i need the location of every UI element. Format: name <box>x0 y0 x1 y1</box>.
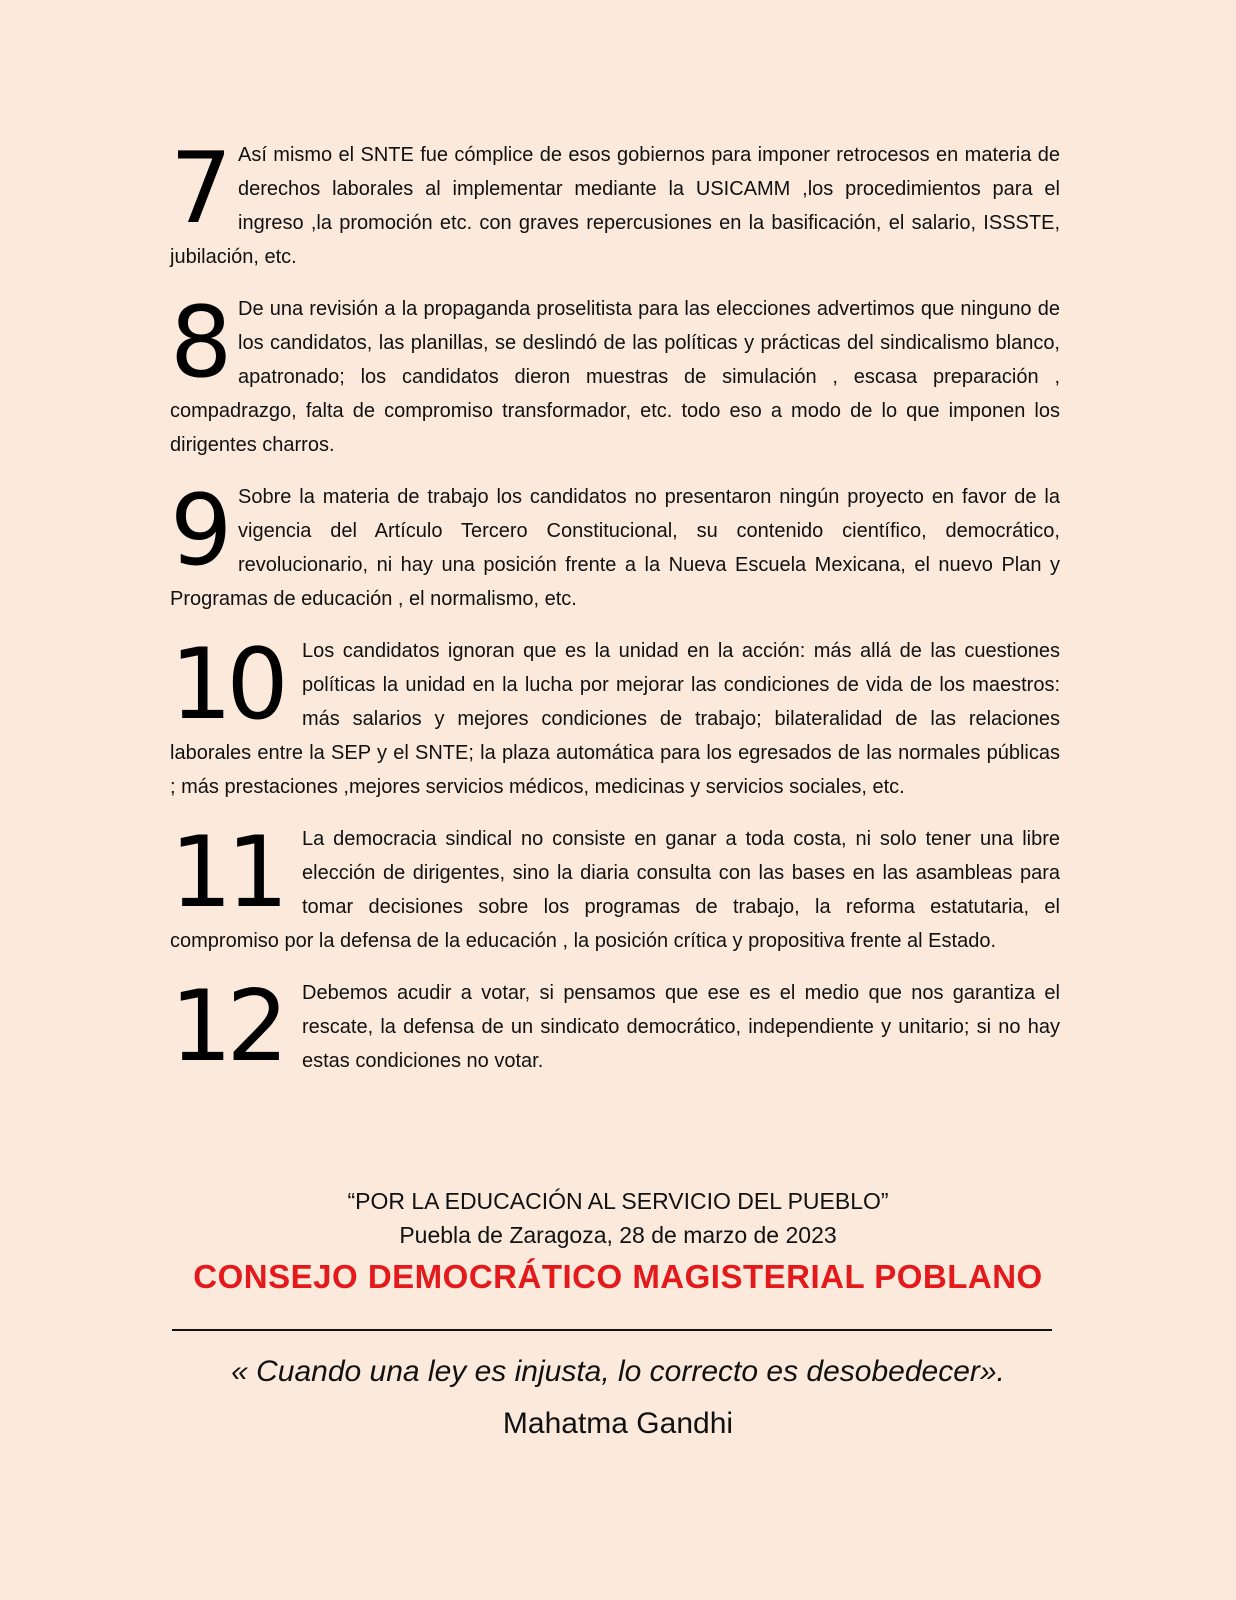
point-number: 9 <box>170 474 229 588</box>
divider <box>172 1329 1052 1331</box>
point-number: 11 <box>170 816 283 930</box>
point-10 <box>170 628 1060 804</box>
point-number: 7 <box>170 132 229 246</box>
quote-author: Mahatma Gandhi <box>502 1407 734 1440</box>
point-8 <box>170 286 1060 462</box>
point-text: Debemos acudir a votar, si pensamos que ese es el medio que nos garantiza el rescate, la defensa de un sindicato democrático, independiente y unitario; si no hay estas condiciones no votar. <box>302 982 1060 1072</box>
points-list <box>170 132 1060 1096</box>
quote: « Cuando una ley es injusta, lo correcto es desobedecer». <box>231 1355 1005 1388</box>
organization-name: CONSEJO DEMOCRÁTICO MAGISTERIAL POBLANO <box>193 1258 1043 1295</box>
point-text: Sobre la materia de trabajo los candidatos no presentaron ningún proyecto en favor de la vigencia del Artículo Tercero Constitucional, su contenido científico, democrático, revolucionario, ni hay una posición frente a la Nueva Escuela Mexicana, el nuevo Plan y Programas de educación , el normalismo, etc. <box>170 486 1060 610</box>
point-9 <box>170 474 1060 616</box>
point-number: 10 <box>170 628 283 742</box>
point-7 <box>170 132 1060 274</box>
point-text: Así mismo el SNTE fue cómplice de esos gobiernos para imponer retrocesos en materia de derechos laborales al implementar mediante la USICAMM ,los procedimientos para el ingreso ,la promoción etc. con graves repercusiones en la basificación, el salario, ISSSTE, jubilación, etc. <box>170 144 1060 268</box>
place-date: Puebla de Zaragoza, 28 de marzo de 2023 <box>399 1222 837 1248</box>
point-text: De una revisión a la propaganda proselitista para las elecciones advertimos que ninguno de los candidatos, las planillas, se deslindó de las políticas y prácticas del sindicalismo blanco, apatronado; los candidatos dieron muestras de simulación , escasa preparación , compadrazgo, falta de compromiso transformador, etc. todo eso a modo de lo que imponen los dirigentes charros. <box>170 298 1060 456</box>
point-number: 8 <box>170 286 229 400</box>
point-text: La democracia sindical no consiste en ganar a toda costa, ni solo tener una libre elección de dirigentes, sino la diaria consulta con las bases en las asambleas para tomar decisiones sobre los programas de trabajo, la reforma estatutaria, el compromiso por la defensa de la educación , la posición crítica y propositiva frente al Estado. <box>170 828 1060 952</box>
point-number: 12 <box>170 970 283 1084</box>
point-12 <box>170 970 1060 1084</box>
point-11 <box>170 816 1060 958</box>
point-text: Los candidatos ignoran que es la unidad en la acción: más allá de las cuestiones políticas la unidad en la lucha por mejorar las condiciones de vida de los maestros: más salarios y mejores condiciones de trabajo; bilateralidad de las relaciones laborales entre la SEP y el SNTE; la plaza automática para los egresados de las normales públicas ; más prestaciones ,mejores servicios médicos, medicinas y servicios sociales, etc. <box>170 640 1060 798</box>
motto: “POR LA EDUCACIÓN AL SERVICIO DEL PUEBLO” <box>347 1188 889 1214</box>
